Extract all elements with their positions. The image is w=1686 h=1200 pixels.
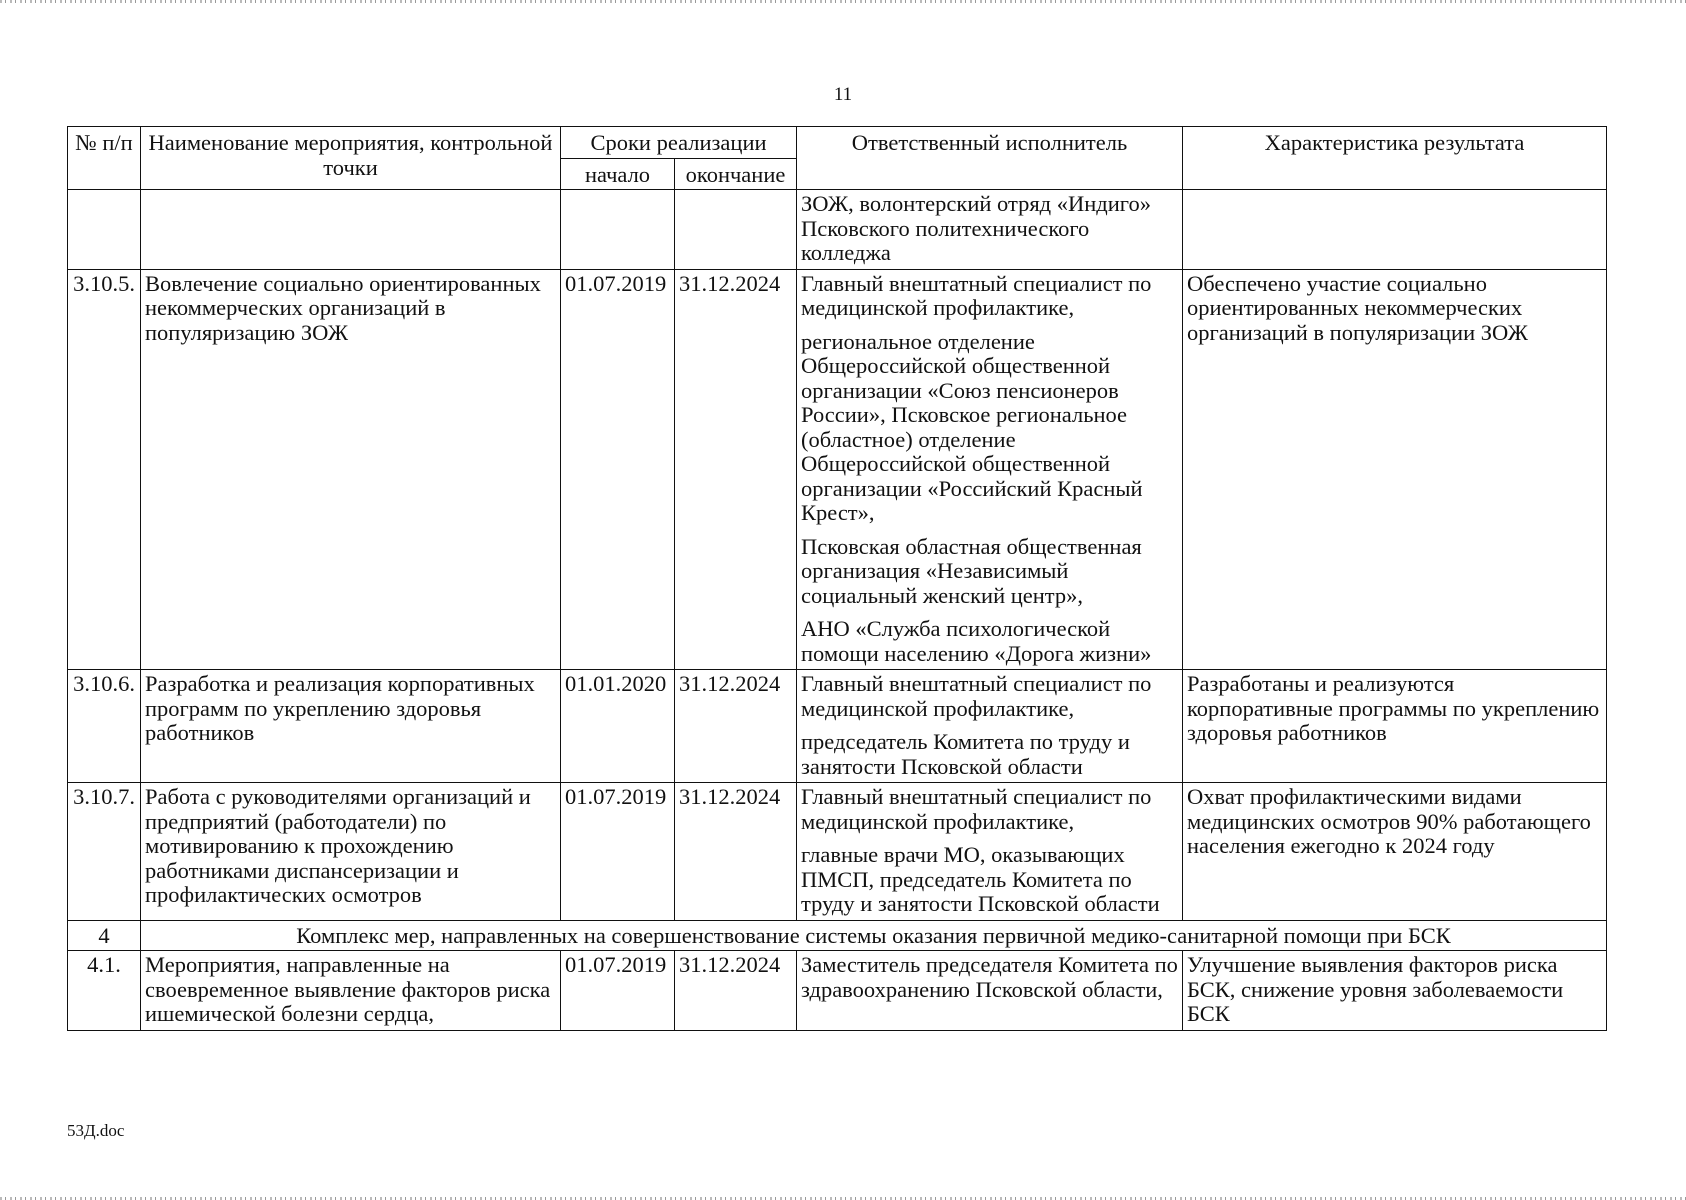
section-row [68, 920, 1607, 951]
cell-end [675, 190, 797, 270]
section-title: Комплекс мер, направленных на совершенствование системы оказания первичной медико-санитарной помощи при БСК [141, 920, 1607, 951]
footer-filename: 53Д.doc [67, 1121, 125, 1140]
responsible-paragraph: региональное отделение Общероссийской общественной организации «Союз пенсионеров России», Псковское региональное (областное) отделение Общероссийской общественной организации «Российский Красный Крест», [801, 328, 1143, 525]
responsible-paragraph: главные врачи МО, оказывающих ПМСП, председатель Комитета по труду и занятости Псковской области [801, 842, 1160, 916]
header-name: Наименование мероприятия, контрольной точки [141, 127, 561, 190]
cell-start [561, 190, 675, 270]
responsible-paragraph: Главный внештатный специалист по медицинской профилактике, [801, 784, 1152, 834]
table-row [68, 783, 1607, 921]
header-responsible: Ответственный исполнитель [797, 127, 1183, 190]
header-terms: Сроки реализации [561, 127, 797, 159]
table-header-row [68, 127, 1607, 159]
cell-num: 3.10.5. [68, 269, 141, 670]
cell-start: 01.07.2019 [561, 783, 675, 921]
cell-result: Обеспечено участие социально ориентированных некоммерческих организаций в популяризации ЗОЖ [1183, 269, 1607, 670]
cell-name: Вовлечение социально ориентированных некоммерческих организаций в популяризацию ЗОЖ [141, 269, 561, 670]
cell-start: 01.07.2019 [561, 951, 675, 1031]
cell-num: 3.10.7. [68, 783, 141, 921]
activities-table [67, 126, 1607, 1031]
cell-start: 01.07.2019 [561, 269, 675, 670]
table-row [68, 190, 1607, 270]
responsible-paragraph: Главный внештатный специалист по медицинской профилактике, [801, 270, 1152, 320]
cell-responsible [797, 783, 1183, 921]
cell-end: 31.12.2024 [675, 269, 797, 670]
cell-num: 3.10.6. [68, 670, 141, 783]
cell-end: 31.12.2024 [675, 670, 797, 783]
cell-result [1183, 190, 1607, 270]
cell-result: Охват профилактическими видами медицинских осмотров 90% работающего населения ежегодно к 2024 году [1183, 783, 1607, 921]
table-row [68, 951, 1607, 1031]
responsible-paragraph: АНО «Служба психологической помощи населению «Дорога жизни» [801, 616, 1152, 666]
cell-name [141, 190, 561, 270]
header-num: № п/п [68, 127, 141, 190]
cell-name: Работа с руководителями организаций и предприятий (работодатели) по мотивированию к прохождению работниками диспансеризации и профилактических осмотров [141, 783, 561, 921]
cell-num: 4.1. [68, 951, 141, 1031]
section-num: 4 [68, 920, 141, 951]
cell-name: Разработка и реализация корпоративных программ по укреплению здоровья работников [141, 670, 561, 783]
cell-num [68, 190, 141, 270]
table-row [68, 269, 1607, 670]
cell-responsible [797, 670, 1183, 783]
scan-edge-top [0, 0, 1686, 3]
cell-result: Улучшение выявления факторов риска БСК, снижение уровня заболеваемости БСК [1183, 951, 1607, 1031]
cell-result: Разработаны и реализуются корпоративные программы по укреплению здоровья работников [1183, 670, 1607, 783]
header-end: окончание [675, 158, 797, 190]
cell-responsible: ЗОЖ, волонтерский отряд «Индиго» Псковского политехнического колледжа [797, 190, 1183, 270]
cell-name: Мероприятия, направленные на своевременное выявление факторов риска ишемической болезни сердца, [141, 951, 561, 1031]
page-number: 11 [833, 84, 853, 105]
table-row [68, 670, 1607, 783]
cell-responsible [797, 269, 1183, 670]
responsible-paragraph: председатель Комитета по труду и занятости Псковской области [801, 729, 1130, 779]
responsible-paragraph: Псковская областная общественная организация «Независимый социальный женский центр», [801, 533, 1142, 608]
cell-end: 31.12.2024 [675, 783, 797, 921]
cell-start: 01.01.2020 [561, 670, 675, 783]
header-start: начало [561, 158, 675, 190]
header-result: Характеристика результата [1183, 127, 1607, 190]
cell-responsible: Заместитель председателя Комитета по здравоохранению Псковской области, [797, 951, 1183, 1031]
responsible-paragraph: Главный внештатный специалист по медицинской профилактике, [801, 671, 1152, 721]
cell-end: 31.12.2024 [675, 951, 797, 1031]
